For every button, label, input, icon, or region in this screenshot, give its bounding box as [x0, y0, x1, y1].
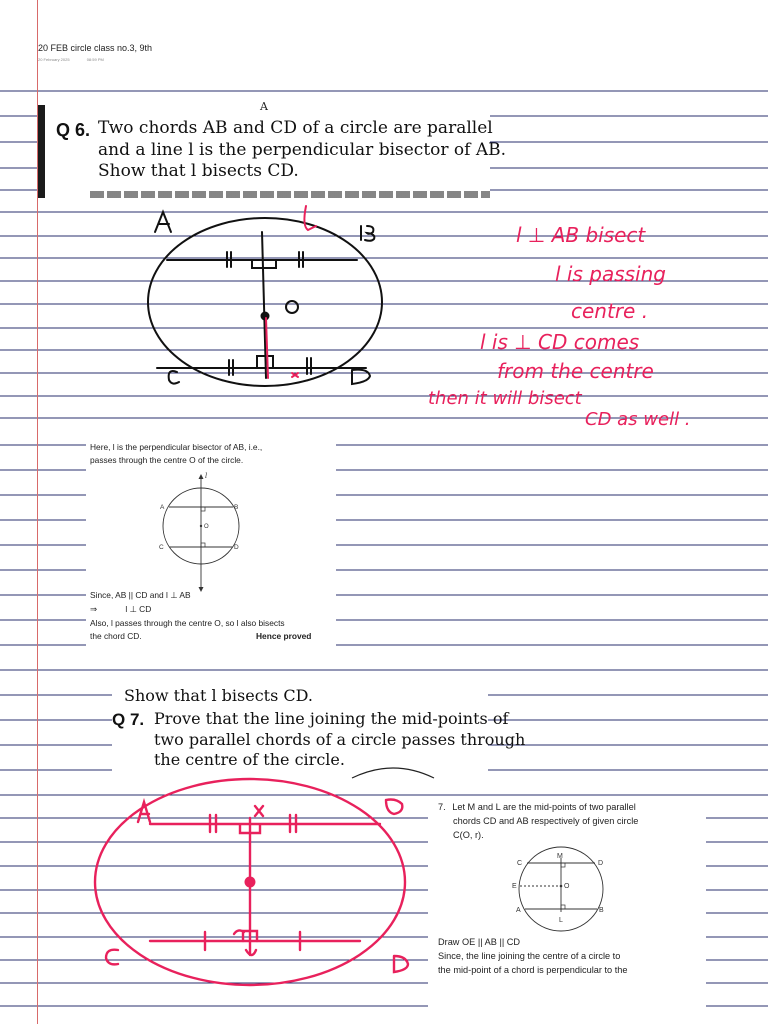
solution-line: Since, AB || CD and l ⊥ AB — [90, 590, 191, 600]
question-line: Show that l bisects CD. — [98, 161, 299, 181]
ink-note: l is passing — [555, 262, 666, 286]
fig-label-c: C — [159, 544, 164, 551]
solution-line: Since, the line joining the centre of a circle to — [438, 951, 621, 961]
solution-line: 7. Let M and L are the mid-points of two parallel — [438, 802, 636, 812]
fig-label-c: C — [517, 860, 523, 867]
figure-letter: A — [260, 100, 268, 113]
fig-label-l: L — [559, 917, 563, 924]
question-number: Q 6. — [56, 120, 91, 140]
ink-note: CD as well . — [585, 409, 691, 430]
question-text — [98, 118, 506, 183]
solution-7-figure — [428, 846, 706, 936]
question-6-snippet — [38, 96, 507, 198]
solution-line: passes through the centre O of the circle. — [90, 455, 244, 465]
question-line: and a line l is the perpendicular bisector of AB. — [98, 139, 507, 160]
ink-note: then it will bisect — [428, 388, 582, 409]
solution-line: Here, l is the perpendicular bisector of AB, i.e., — [90, 442, 263, 452]
solution-7-snippet — [428, 796, 706, 1024]
fig-label-o: O — [204, 524, 209, 530]
note-time: 08:59 PM — [86, 57, 104, 62]
solution-line: the chord CD. — [90, 631, 142, 641]
solution-line: Also, l passes through the centre O, so l also bisects — [90, 618, 285, 628]
ink-note: l is ⊥ CD comes — [480, 330, 640, 354]
question-text — [154, 709, 525, 771]
solution-line: C(O, r). — [453, 830, 484, 840]
note-meta — [38, 57, 120, 62]
fig-label-d: D — [234, 544, 239, 551]
fig-label-e: E — [512, 883, 517, 890]
hence-proved: Hence proved — [256, 631, 312, 641]
question-line: two parallel chords of a circle passes through — [154, 729, 526, 749]
ink-note: l ⊥ AB bisect — [516, 223, 646, 247]
cropped-circle-arc — [348, 764, 438, 778]
note-date: 20 February 2025 — [38, 57, 70, 62]
fig-label-d: D — [598, 860, 604, 867]
fig-label-o: O — [564, 883, 570, 890]
fig-label-b: B — [599, 907, 604, 914]
solution-figure — [86, 466, 336, 596]
cropped-next-line — [90, 191, 490, 198]
fig-label-m: M — [557, 853, 563, 860]
fig-label-b: B — [234, 504, 239, 511]
question-line: Two chords AB and CD of a circle are parallel — [98, 118, 493, 138]
solution-line: the mid-point of a chord is perpendicular to the — [438, 965, 628, 975]
implies-arrow: ⇒ — [90, 604, 98, 614]
fig-label-l: l — [205, 472, 208, 480]
solution-6-snippet — [86, 434, 336, 652]
fig-label-a: A — [516, 907, 521, 914]
question-line: Prove that the line joining the mid-points of — [154, 709, 509, 728]
show-line: Show that l bisects CD. — [124, 686, 313, 705]
ink-note: from the centre — [497, 359, 654, 383]
question-7-snippet — [112, 682, 526, 776]
fig-label-a: A — [160, 504, 165, 511]
ink-note: centre . — [571, 299, 649, 323]
solution-line: chords CD and AB respectively of given circle — [453, 816, 639, 826]
question-bar — [38, 105, 45, 198]
question-line: the centre of the circle. — [154, 750, 345, 769]
note-title[interactable]: 20 FEB circle class no.3, 9th — [38, 43, 153, 53]
solution-line: ⇒ l ⊥ CD — [90, 604, 152, 614]
solution-line: Draw OE || AB || CD — [438, 937, 521, 947]
question-number: Q 7. — [112, 710, 145, 729]
